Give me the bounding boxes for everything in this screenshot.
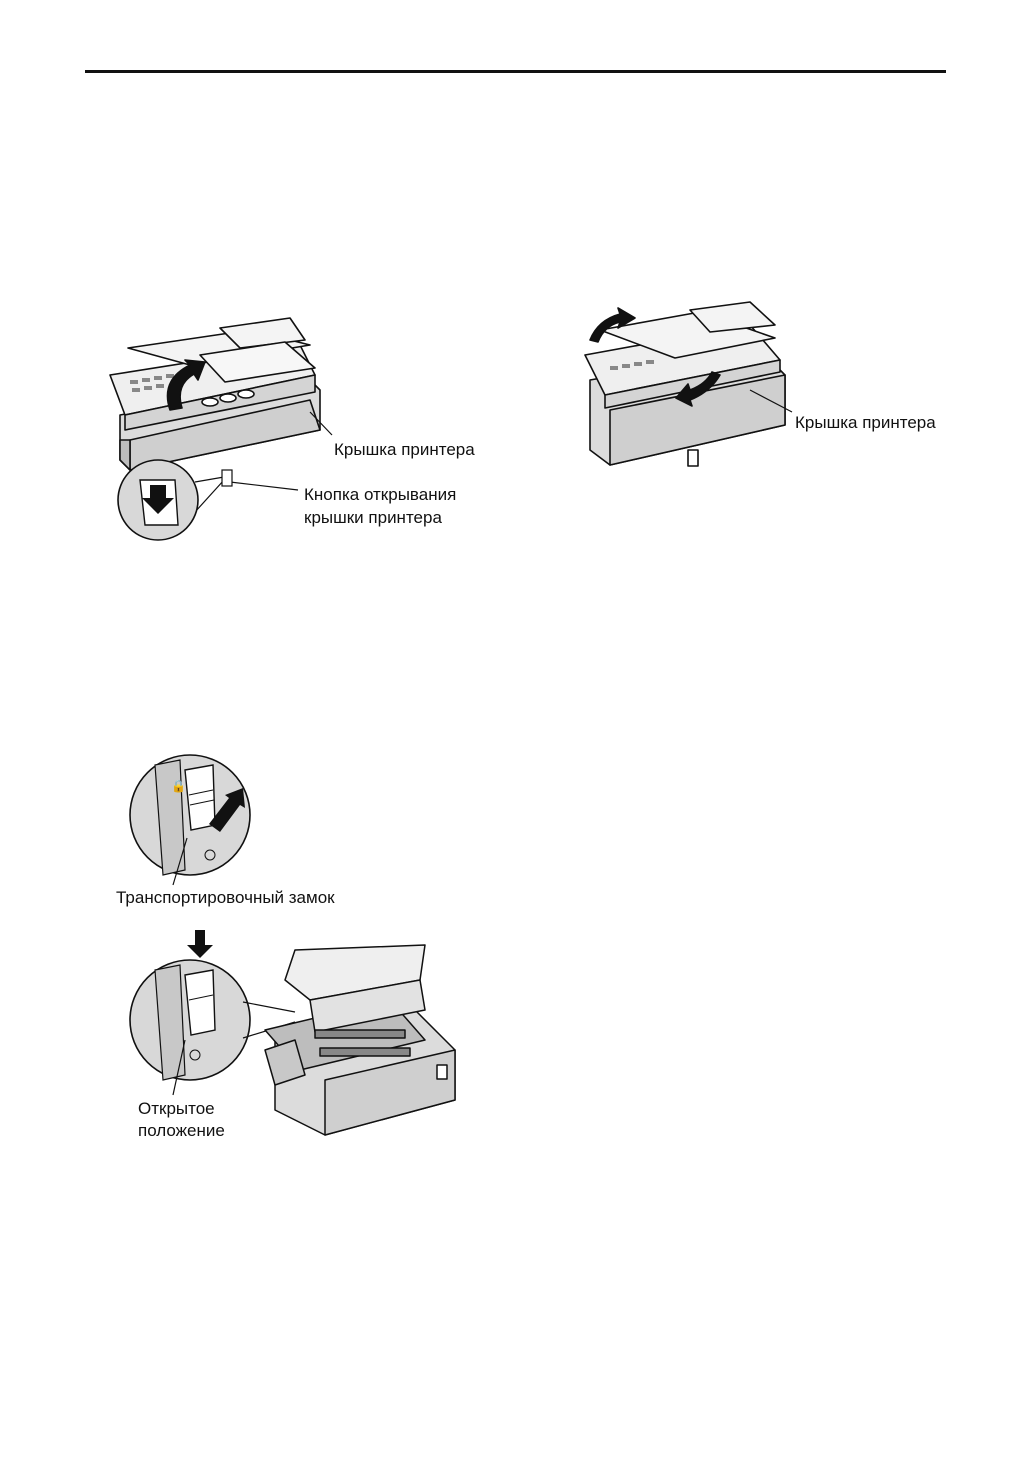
button-zoom-detail — [118, 460, 198, 540]
svg-text:🔒: 🔒 — [171, 779, 186, 793]
label-cover-button-line1: Кнопка открывания — [304, 485, 457, 504]
fax-close-cover-illustration — [580, 300, 800, 480]
label-open-position-line1: Открытое — [138, 1099, 215, 1118]
label-printer-cover-2: Крышка принтера — [795, 413, 936, 432]
label-printer-cover-1: Крышка принтера — [334, 440, 475, 459]
header-rule — [85, 70, 946, 73]
label-open-position-line2: положение — [138, 1121, 225, 1140]
label-transport-lock: Транспортировочный замок — [116, 888, 335, 907]
leader-line-button — [230, 482, 298, 490]
label-cover-button-line2: крышки принтера — [304, 508, 442, 527]
transport-lock-closed-illustration — [125, 750, 265, 890]
